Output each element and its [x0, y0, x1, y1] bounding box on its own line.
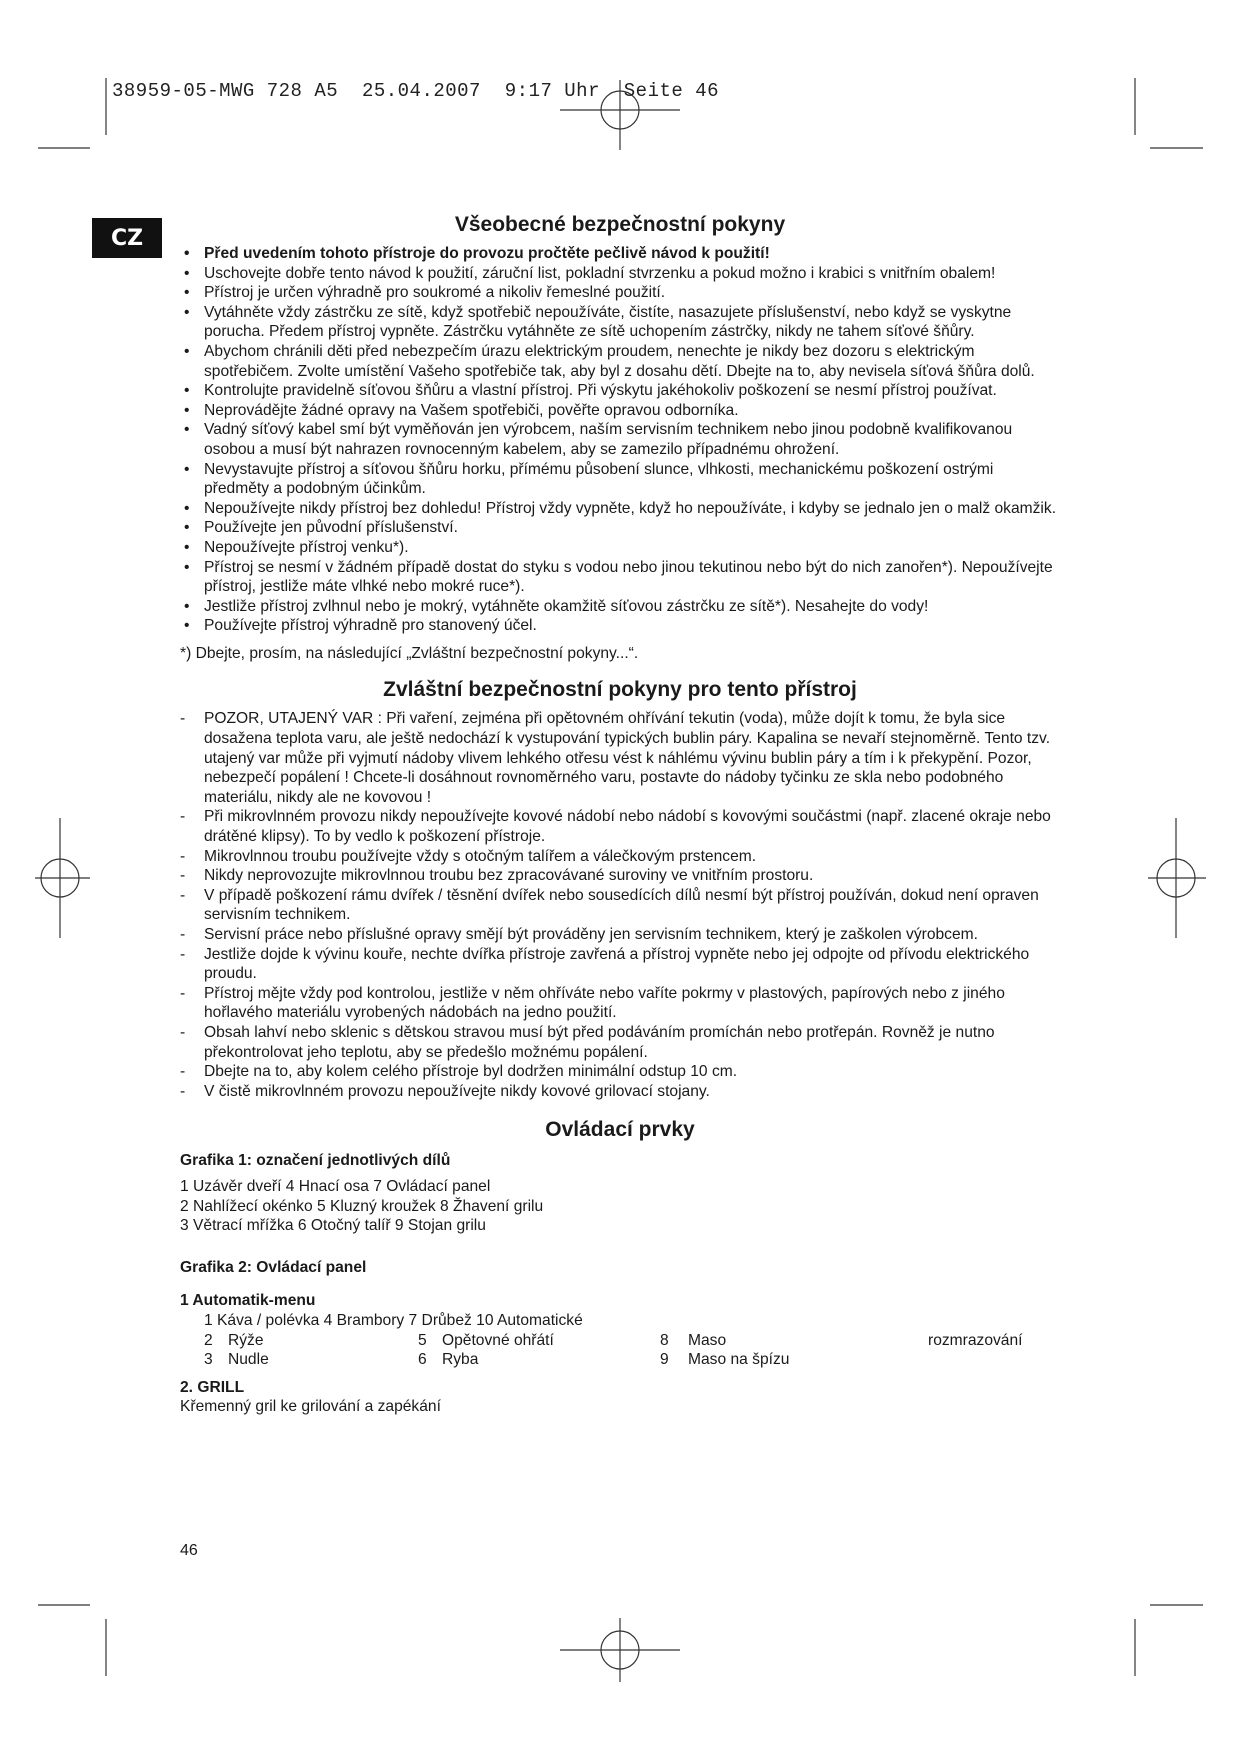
- menu-label: Nudle: [228, 1351, 269, 1369]
- list-item: - Obsah lahví nebo sklenic s dětskou stravou musí být před podáváním promíchán nebo protřepán. Rovněž je nutno překontrolovat jeho teplotu, aby se předešlo možnému popálení.: [180, 1023, 1060, 1062]
- menu-label: Opětovné ohřátí: [442, 1331, 554, 1349]
- menu-label: Rýže: [228, 1331, 264, 1349]
- list-item: • Jestliže přístroj zvlhnul nebo je mokrý, vytáhněte okamžitě síťovou zástrčku ze sítě*). Nesahejte do vody!: [180, 597, 1060, 617]
- menu-label: [928, 1350, 1060, 1370]
- parts-line: 2 Nahlížecí okénko 5 Kluzný kroužek 8 Žhavení grilu: [180, 1197, 544, 1215]
- list-item: • Vytáhněte vždy zástrčku ze sítě, když spotřebič nepoužíváte, čistíte, nasazujete příslušenství, nebo když se vyskytne porucha. Předem přístroj vypněte. Zástrčku vytáhněte ze sítě uchopením zástrčky, nikdy ne tahem síťové šňůry.: [180, 303, 1060, 342]
- menu-label: Maso: [688, 1331, 727, 1349]
- footnote: *) Dbejte, prosím, na následující „Zvláštní bezpečnostní pokyny...“.: [180, 644, 639, 662]
- general-safety-title: Všeobecné bezpečnostní pokyny: [454, 213, 786, 236]
- parts-line: 1 Uzávěr dveří 4 Hnací osa 7 Ovládací panel: [180, 1177, 491, 1195]
- list-item: • Přístroj se nesmí v žádném případě dostat do styku s vodou nebo jinou tekutinou nebo být do nich zanořen*). Nepoužívejte přístroj, jestliže máte vlhké nebo mokré ruce*).: [180, 558, 1060, 597]
- menu-number: 5: [418, 1331, 427, 1349]
- list-item: - Nikdy neprovozujte mikrovlnnou troubu bez zpracovávané suroviny ve vnitřním prostoru.: [180, 866, 1060, 886]
- list-item: • Vadný síťový kabel smí být vyměňován jen výrobcem, naším servisním technikem nebo jinou podobně kvalifikovanou osobou a musí být nahrazen rovnocenným kabelem, aby se zamezilo případnému ohrožení.: [180, 420, 1060, 459]
- list-item: • Neprovádějte žádné opravy na Vašem spotřebiči, pověřte opravou odborníka.: [180, 401, 1060, 421]
- list-item: - Mikrovlnnou troubu používejte vždy s otočným talířem a válečkovým prstencem.: [180, 847, 1060, 867]
- list-item: • Používejte přístroj výhradně pro stanovený účel.: [180, 616, 1060, 636]
- menu-label: Maso na špízu: [688, 1351, 790, 1369]
- parts-line: 3 Větrací mřížka 6 Otočný talíř 9 Stojan grilu: [180, 1217, 486, 1235]
- special-safety-list: [180, 709, 1060, 1101]
- list-item: - Jestliže dojde k vývinu kouře, nechte dvířka přístroje zavřená a přístroj vypněte nebo jej odpojte od přívodu elektrického proudu.: [180, 945, 1060, 984]
- automatik-row: 1 Káva / polévka 4 Brambory 7 Drůbež 10 Automatické: [204, 1311, 583, 1329]
- grill-title: 2. GRILL: [180, 1378, 245, 1396]
- list-item: • Používejte jen původní příslušenství.: [180, 518, 1060, 538]
- language-tab: CZ: [92, 218, 162, 258]
- menu-number: 3: [204, 1351, 213, 1369]
- menu-number: 9: [660, 1351, 669, 1369]
- page-content: [180, 212, 1060, 1417]
- list-item: • Přístroj je určen výhradně pro soukromé a nikoliv řemeslné použití.: [180, 283, 1060, 303]
- list-item: - Při mikrovlnném provozu nikdy nepoužívejte kovové nádobí nebo nádobí s kovovými součástmi (např. zlacené okraje nebo drátěné klipsy). To by vedlo k poškození přístroje.: [180, 807, 1060, 846]
- graphic2-title: Grafika 2: Ovládací panel: [180, 1258, 367, 1276]
- menu-number: 8: [660, 1331, 669, 1349]
- print-slug: 38959-05-MWG 728 A5 25.04.2007 9:17 Uhr Seite 46: [112, 80, 719, 102]
- controls-title: Ovládací prvky: [545, 1118, 695, 1142]
- list-item: • Abychom chránili děti před nebezpečím úrazu elektrickým proudem, nenechte je nikdy bez dozoru s elektrickým spotřebičem. Zvolte umístění Vašeho spotřebiče tak, aby byl z dosahu dětí. Dbejte na to, aby nevisela síťová šňůra dolů.: [180, 342, 1060, 381]
- list-item: - POZOR, UTAJENÝ VAR : Při vaření, zejména při opětovném ohřívání tekutin (voda), může dojít k tomu, že byla sice dosažena teplota varu, ale ještě nedochází k vystupování typických bublin páry. Kapalina se nevaří stejnoměrně. Tento tzv. utajený var může při vyjmutí nádoby vlivem lehkého otřesu vést k náhlému vývinu bublin páry a tím i k překypění. Pozor, nebezpečí popálení ! Chcete-li dosáhnout rovnoměrného varu, postavte do nádoby tyčinku ze skla nebo podobného materiálu, nikdy ale ne kovovou !: [180, 709, 1060, 807]
- menu-label: rozmrazování: [928, 1331, 1023, 1349]
- list-item: - V čistě mikrovlnném provozu nepoužívejte nikdy kovové grilovací stojany.: [180, 1082, 1060, 1102]
- list-item: • Před uvedením tohoto přístroje do provozu pročtěte pečlivě návod k použití!: [180, 244, 1060, 264]
- parts-legend: [180, 1177, 1060, 1236]
- menu-number: 6: [418, 1351, 427, 1369]
- special-safety-title: Zvláštní bezpečnostní pokyny pro tento přístroj: [383, 678, 857, 702]
- list-item: - Dbejte na to, aby kolem celého přístroje byl dodržen minimální odstup 10 cm.: [180, 1062, 1060, 1082]
- list-item: • Nevystavujte přístroj a síťovou šňůru horku, přímému působení slunce, vlhkosti, mechanickému poškození ostrými předměty a podobným účinkům.: [180, 460, 1060, 499]
- list-item: • Nepoužívejte přístroj venku*).: [180, 538, 1060, 558]
- list-item: - Přístroj mějte vždy pod kontrolou, jestliže v něm ohříváte nebo vaříte pokrmy v plastových, papírových nebo z jiného hořlavého materiálu vyrobených nádobách na jedno použití.: [180, 984, 1060, 1023]
- page-number: 46: [180, 1542, 198, 1559]
- menu-number: 2: [204, 1331, 213, 1349]
- graphic1-title: Grafika 1: označení jednotlivých dílů: [180, 1152, 451, 1170]
- list-item: - V případě poškození rámu dvířek / těsnění dvířek nebo sousedících dílů nesmí být přístroj používán, dokud není opraven servisním technikem.: [180, 886, 1060, 925]
- list-item: - Servisní práce nebo příslušné opravy smějí být prováděny jen servisním technikem, který je zaškolen výrobcem.: [180, 925, 1060, 945]
- list-item: • Uschovejte dobře tento návod k použití, záruční list, pokladní stvrzenku a pokud možno i krabici s vnitřním obalem!: [180, 264, 1060, 284]
- menu-label: Ryba: [442, 1351, 479, 1369]
- grill-description: Křemenný gril ke grilování a zapékání: [180, 1398, 441, 1416]
- list-item: • Kontrolujte pravidelně síťovou šňůru a vlastní přístroj. Při výskytu jakéhokoliv poškození se nesmí přístroj používat.: [180, 381, 1060, 401]
- general-safety-list: [180, 244, 1060, 636]
- automatik-menu-title: 1 Automatik-menu: [180, 1292, 316, 1310]
- list-item: • Nepoužívejte nikdy přístroj bez dohledu! Přístroj vždy vypněte, když ho nepoužíváte, i kdyby se jednalo jen o malž okamžik.: [180, 499, 1060, 519]
- automatik-grid: [180, 1331, 1060, 1370]
